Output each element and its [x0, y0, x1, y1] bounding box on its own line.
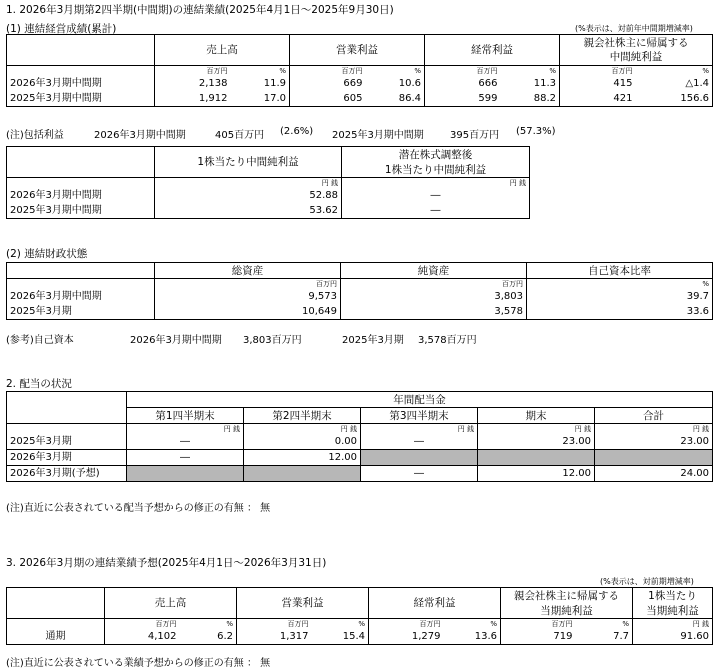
unit-pct: %	[527, 279, 713, 290]
header-row	[7, 35, 713, 51]
col-header-ordinary-profit: 経常利益	[425, 35, 560, 66]
sub1-note: (%表示は、対前年中間期増減率)	[575, 24, 693, 33]
cell-value: 666	[425, 76, 501, 91]
col-header-eps-2: 当期純利益	[633, 603, 713, 619]
unit-yen: 百万円	[155, 66, 231, 77]
cell-value: 52.88	[155, 188, 342, 203]
unit-pct: %	[366, 66, 425, 77]
comprehensive-period1: 2026年3月期中間期	[94, 130, 186, 141]
col-header-equity-ratio: 自己資本比率	[527, 263, 713, 279]
dividend-revision-note: (注)直近に公表されている配当予想からの修正の有無 ： 無	[6, 503, 271, 514]
comprehensive-rate2: (57.3%)	[516, 126, 556, 137]
section3-title: 3. 2026年3月期の連結業績予想(2025年4月1日～2026年3月31日)	[6, 557, 327, 569]
shaded-cell	[595, 450, 713, 466]
cell-value: 39.7	[527, 289, 713, 304]
unit-yen: 百万円	[290, 66, 366, 77]
eps-header: 1株当たり中間純利益	[155, 147, 342, 178]
row-label: 2025年3月期中間期	[7, 91, 155, 107]
cell-value: 15.4	[312, 629, 369, 645]
col-header-q1: 第1四半期末	[127, 408, 244, 424]
unit-yen: 百万円	[501, 619, 576, 630]
cell-value: 86.4	[366, 91, 425, 107]
unit-yen: 百万円	[425, 66, 501, 77]
cell-value: ―	[361, 466, 478, 482]
col-header-net-assets: 純資産	[341, 263, 527, 279]
shaded-cell	[244, 466, 361, 482]
row-label: 2026年3月期中間期	[7, 289, 155, 304]
equity-ref-value2: 3,578百万円	[418, 335, 477, 346]
col-header-parent-profit-1: 親会社株主に帰属する	[501, 588, 633, 604]
col-header-q3: 第3四半期末	[361, 408, 478, 424]
cell-value: 10,649	[155, 304, 341, 320]
cell-value: 88.2	[501, 91, 560, 107]
dividends-table	[6, 391, 713, 482]
row-label: 2025年3月期	[7, 434, 127, 450]
cell-value: 421	[560, 91, 636, 107]
row-label: 2026年3月期	[7, 450, 127, 466]
table-row	[7, 304, 713, 320]
cell-value: 6.2	[180, 629, 237, 645]
table-row	[7, 91, 713, 107]
row-label: 2026年3月期中間期	[7, 76, 155, 91]
col-header-parent-profit-2: 中間純利益	[560, 50, 713, 66]
cell-value: ―	[127, 450, 244, 466]
table-row	[7, 466, 713, 482]
unit-pct: %	[501, 66, 560, 77]
unit-yen-sen: 円 銭	[155, 178, 342, 189]
cell-value: 24.00	[595, 466, 713, 482]
col-header-parent-profit-2: 当期純利益	[501, 603, 633, 619]
unit-yen: 百万円	[155, 279, 341, 290]
table-row	[7, 450, 713, 466]
col-header-parent-profit-1: 親会社株主に帰属する	[560, 35, 713, 51]
cell-value: △1.4	[636, 76, 713, 91]
unit-pct: %	[180, 619, 237, 630]
table-row	[7, 434, 713, 450]
unit-yen-sen: 円 銭	[633, 619, 713, 630]
cell-value: 9,573	[155, 289, 341, 304]
cell-value: 12.00	[244, 450, 361, 466]
col-header-total: 合計	[595, 408, 713, 424]
sub2-title: (2) 連結財政状態	[6, 248, 88, 260]
section2-title: 2. 配当の状況	[6, 378, 72, 390]
unit-pct: %	[576, 619, 633, 630]
unit-pct: %	[312, 619, 369, 630]
section1-title: 1. 2026年3月期第2四半期(中間期)の連結業績(2025年4月1日～2025年9月30日)	[6, 4, 394, 16]
cell-value: 415	[560, 76, 636, 91]
row-label: 2026年3月期(予想)	[7, 466, 127, 482]
cell-value: 719	[501, 629, 576, 645]
shaded-cell	[361, 450, 478, 466]
unit-yen: 百万円	[341, 279, 527, 290]
unit-yen: 百万円	[369, 619, 444, 630]
cell-value: 53.62	[155, 203, 342, 219]
equity-ref-label: (参考)自己資本	[6, 335, 74, 346]
col-header-sales: 売上高	[155, 35, 290, 66]
col-header-operating-profit: 営業利益	[237, 588, 369, 619]
row-label: 2025年3月期中間期	[7, 203, 155, 219]
cell-value: 17.0	[231, 91, 290, 107]
sec3-note: (%表示は、対前期増減率)	[600, 577, 694, 586]
comprehensive-income-label: (注)包括利益	[6, 130, 64, 141]
cell-value: 10.6	[366, 76, 425, 91]
sub1-title: (1) 連結経営成績(累計)	[6, 23, 117, 35]
unit-yen: 百万円	[560, 66, 636, 77]
col-header-eps-1: 1株当たり	[633, 588, 713, 604]
cell-value: 0.00	[244, 434, 361, 450]
unit-yen-sen: 円 銭	[244, 424, 361, 435]
unit-pct: %	[636, 66, 713, 77]
cell-value: 33.6	[527, 304, 713, 320]
unit-yen: 百万円	[237, 619, 312, 630]
cell-value: 12.00	[478, 466, 595, 482]
cell-value: 23.00	[478, 434, 595, 450]
equity-ref-period1: 2026年3月期中間期	[130, 335, 222, 346]
col-header-total-assets: 総資産	[155, 263, 341, 279]
comprehensive-value1: 405百万円	[215, 130, 265, 141]
cell-value: ―	[361, 434, 478, 450]
cell-value: 1,279	[369, 629, 444, 645]
shaded-cell	[127, 466, 244, 482]
unit-yen-sen: 円 銭	[127, 424, 244, 435]
equity-ref-period2: 2025年3月期	[342, 335, 404, 346]
unit-pct: %	[231, 66, 290, 77]
col-header-year-end: 期末	[478, 408, 595, 424]
cell-value: 2,138	[155, 76, 231, 91]
cell-value: 1,912	[155, 91, 231, 107]
unit-yen-sen: 円 銭	[361, 424, 478, 435]
eps-table	[6, 146, 530, 219]
diluted-eps-header-2: 1株当たり中間純利益	[342, 162, 530, 178]
col-header-operating-profit: 営業利益	[290, 35, 425, 66]
cell-value: 7.7	[576, 629, 633, 645]
table-row	[7, 203, 530, 219]
table-row	[7, 289, 713, 304]
cell-value: 599	[425, 91, 501, 107]
cell-value: 13.6	[444, 629, 501, 645]
table-row	[7, 76, 713, 91]
table-row	[7, 629, 713, 645]
row-label: 2026年3月期中間期	[7, 188, 155, 203]
comprehensive-rate1: (2.6%)	[280, 126, 314, 137]
unit-row	[7, 66, 713, 77]
equity-ref-value1: 3,803百万円	[243, 335, 302, 346]
cell-value: 156.6	[636, 91, 713, 107]
cell-value: 669	[290, 76, 366, 91]
annual-dividend-header: 年間配当金	[127, 392, 713, 408]
comprehensive-period2: 2025年3月期中間期	[332, 130, 424, 141]
unit-yen-sen: 円 銭	[342, 178, 530, 189]
col-header-q2: 第2四半期末	[244, 408, 361, 424]
cell-value: 4,102	[105, 629, 180, 645]
table-row	[7, 188, 530, 203]
operating-results-table	[6, 34, 713, 107]
shaded-cell	[478, 450, 595, 466]
col-header-ordinary-profit: 経常利益	[369, 588, 501, 619]
cell-value: 3,803	[341, 289, 527, 304]
comprehensive-value2: 395百万円	[450, 130, 500, 141]
cell-value: 11.9	[231, 76, 290, 91]
cell-value: ―	[127, 434, 244, 450]
unit-yen-sen: 円 銭	[478, 424, 595, 435]
unit-pct: %	[444, 619, 501, 630]
cell-value: 11.3	[501, 76, 560, 91]
cell-value: ―	[342, 203, 530, 219]
cell-value: 23.00	[595, 434, 713, 450]
unit-yen-sen: 円 銭	[595, 424, 713, 435]
unit-yen: 百万円	[105, 619, 180, 630]
forecast-table	[6, 587, 713, 645]
cell-value: 1,317	[237, 629, 312, 645]
cell-value: 605	[290, 91, 366, 107]
row-label: 2025年3月期	[7, 304, 155, 320]
cell-value: ―	[342, 188, 530, 203]
forecast-revision-note: (注)直近に公表されている業績予想からの修正の有無 ： 無	[6, 658, 271, 669]
diluted-eps-header-1: 潜在株式調整後	[342, 147, 530, 163]
col-header-sales: 売上高	[105, 588, 237, 619]
cell-value: 91.60	[633, 629, 713, 645]
row-label: 通期	[7, 629, 105, 645]
corner-cell	[7, 35, 155, 66]
financial-position-table	[6, 262, 713, 320]
cell-value: 3,578	[341, 304, 527, 320]
